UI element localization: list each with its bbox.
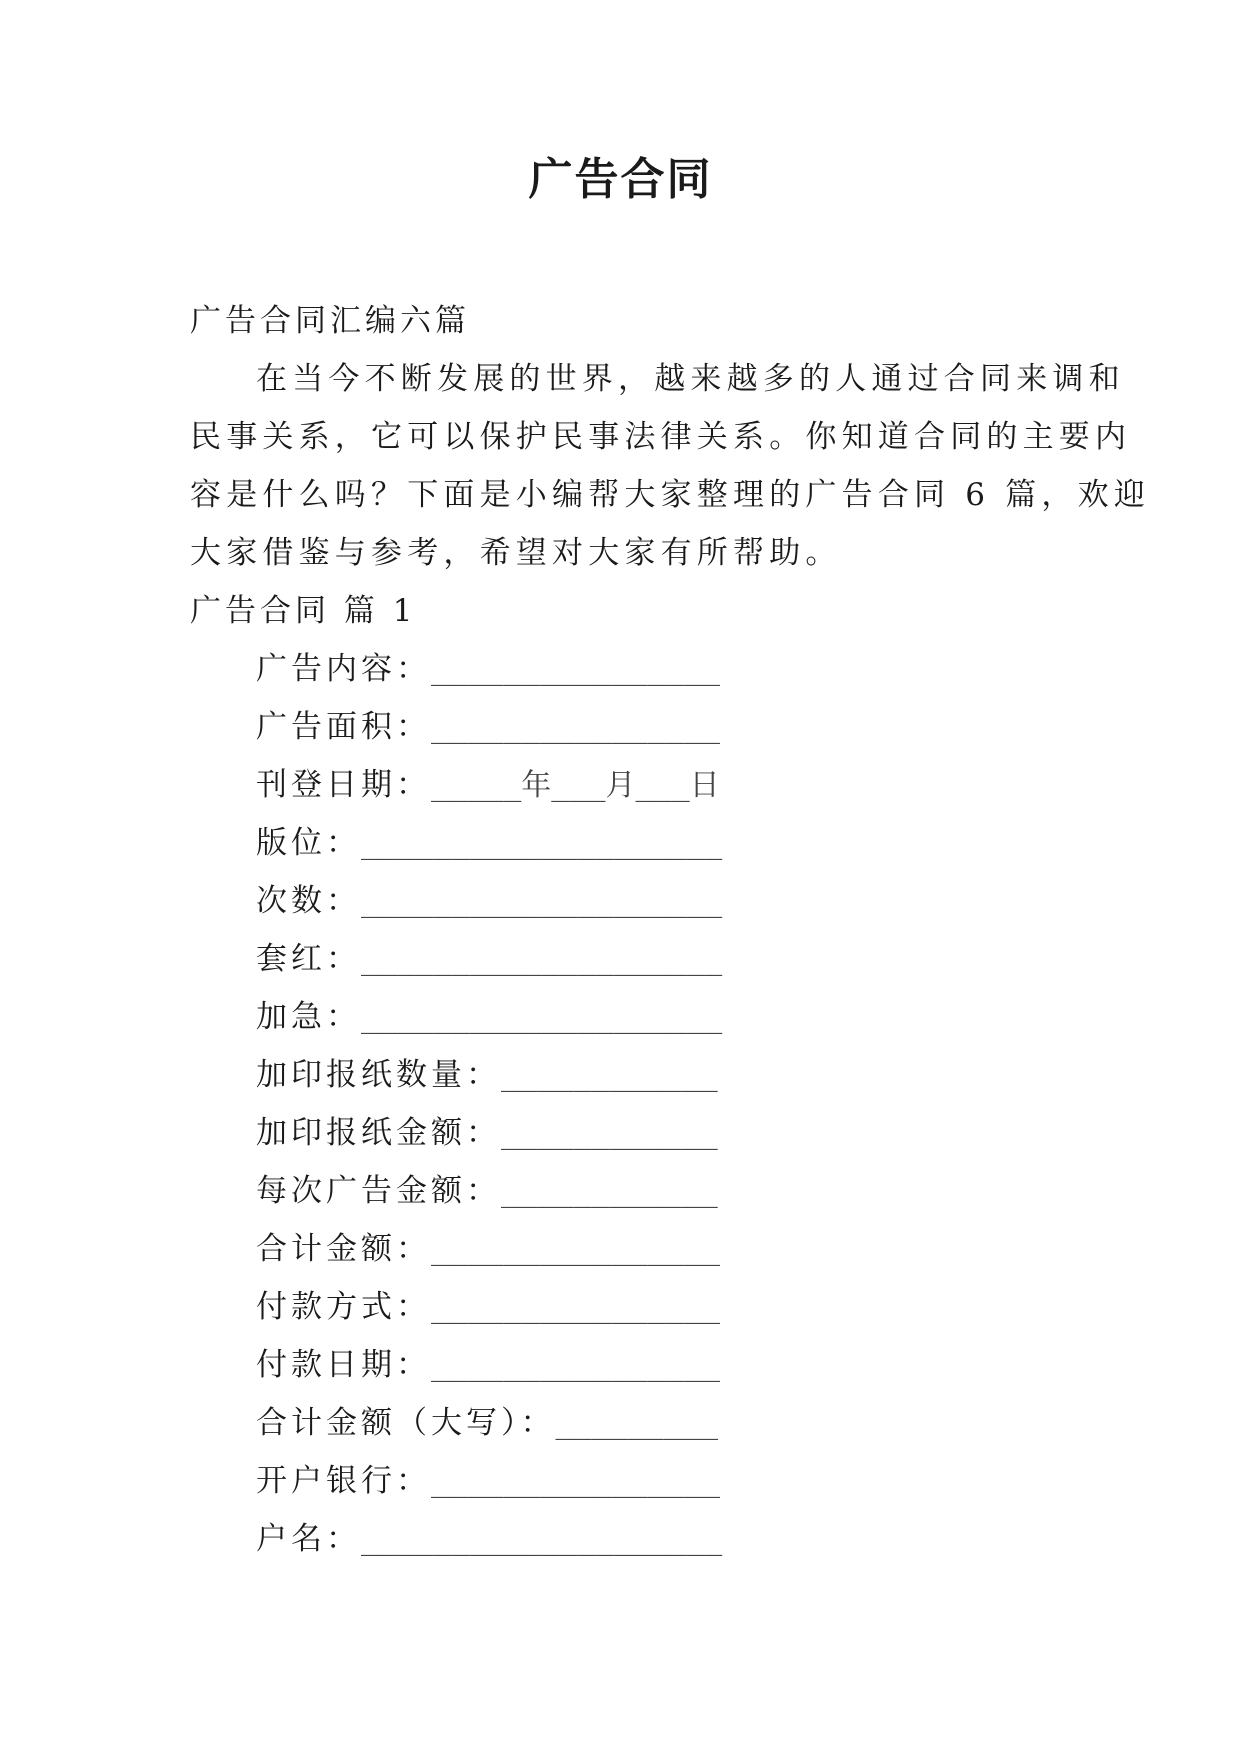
fill-in-blank: ____________________	[361, 884, 723, 919]
form-field-payment-method	[190, 1278, 1060, 1336]
fill-in-blank: ____________________	[361, 1522, 723, 1557]
intro-line: 民事关系，它可以保护民事法律关系。你知道合同的主要内	[190, 419, 1132, 455]
form-field-ad-content	[190, 640, 1060, 698]
field-label: 开户银行：	[256, 1463, 431, 1499]
form-field-red-print	[190, 930, 1060, 988]
fill-in-blank: ____________________	[361, 1000, 723, 1035]
form-field-extra-copies	[190, 1046, 1060, 1104]
field-label: 刊登日期：	[256, 767, 431, 803]
form-field-total-amount-capital	[190, 1394, 1060, 1452]
form-field-extra-copies-amount	[190, 1104, 1060, 1162]
form-field-account-name	[190, 1510, 1060, 1568]
field-label: 每次广告金额：	[256, 1173, 501, 1209]
form-field-bank	[190, 1452, 1060, 1510]
field-label: 付款方式：	[256, 1289, 431, 1325]
form-field-times	[190, 872, 1060, 930]
form-field-total-amount	[190, 1220, 1060, 1278]
form-field-position	[190, 814, 1060, 872]
intro-line: 大家借鉴与参考，希望对大家有所帮助。	[190, 535, 842, 571]
form-field-publish-date	[190, 756, 1060, 814]
field-label: 户名：	[256, 1521, 361, 1557]
fill-in-blank: _________	[555, 1406, 719, 1441]
form-field-per-ad-amount	[190, 1162, 1060, 1220]
field-label: 加印报纸金额：	[256, 1115, 501, 1151]
fill-in-blank: ________________	[431, 1464, 720, 1499]
document-body	[190, 292, 1151, 1568]
form-field-urgent	[190, 988, 1060, 1046]
fill-in-blank: ________________	[431, 1232, 720, 1267]
fill-in-blank: ____________	[501, 1116, 718, 1151]
field-label: 广告内容：	[256, 651, 431, 687]
fill-in-blank: ____________________	[361, 826, 723, 861]
field-label: 版位：	[256, 825, 361, 861]
intro-line: 容是什么吗？下面是小编帮大家整理的广告合同 6 篇，欢迎	[190, 477, 1151, 513]
fill-in-blank: ________________	[431, 1348, 720, 1383]
section-heading: 广告合同 篇 1	[190, 593, 417, 629]
field-label: 次数：	[256, 883, 361, 919]
fill-in-blank: ____________	[501, 1058, 718, 1093]
fill-in-blank: ________________	[431, 1290, 720, 1325]
form-field-ad-area	[190, 698, 1060, 756]
fill-in-blank: ____________	[501, 1174, 718, 1209]
document-title: 广告合同	[528, 154, 713, 205]
field-label: 加印报纸数量：	[256, 1057, 501, 1093]
intro-line: 在当今不断发展的世界，越来越多的人通过合同来调和	[256, 361, 1125, 397]
fill-in-blank: ________________	[431, 652, 720, 687]
field-label: 套红：	[256, 941, 361, 977]
intro-paragraph	[190, 350, 1151, 582]
fill-in-blank: _____年___月___日	[431, 768, 720, 803]
fill-in-blank: ____________________	[361, 942, 723, 977]
collection-subtitle: 广告合同汇编六篇	[190, 303, 470, 339]
field-label: 广告面积：	[256, 709, 431, 745]
fill-in-blank: ________________	[431, 710, 720, 745]
field-label: 加急：	[256, 999, 361, 1035]
field-label: 合计金额（大写）：	[256, 1405, 556, 1441]
form-field-payment-date	[190, 1336, 1060, 1394]
field-label: 付款日期：	[256, 1347, 431, 1383]
field-label: 合计金额：	[256, 1231, 431, 1267]
